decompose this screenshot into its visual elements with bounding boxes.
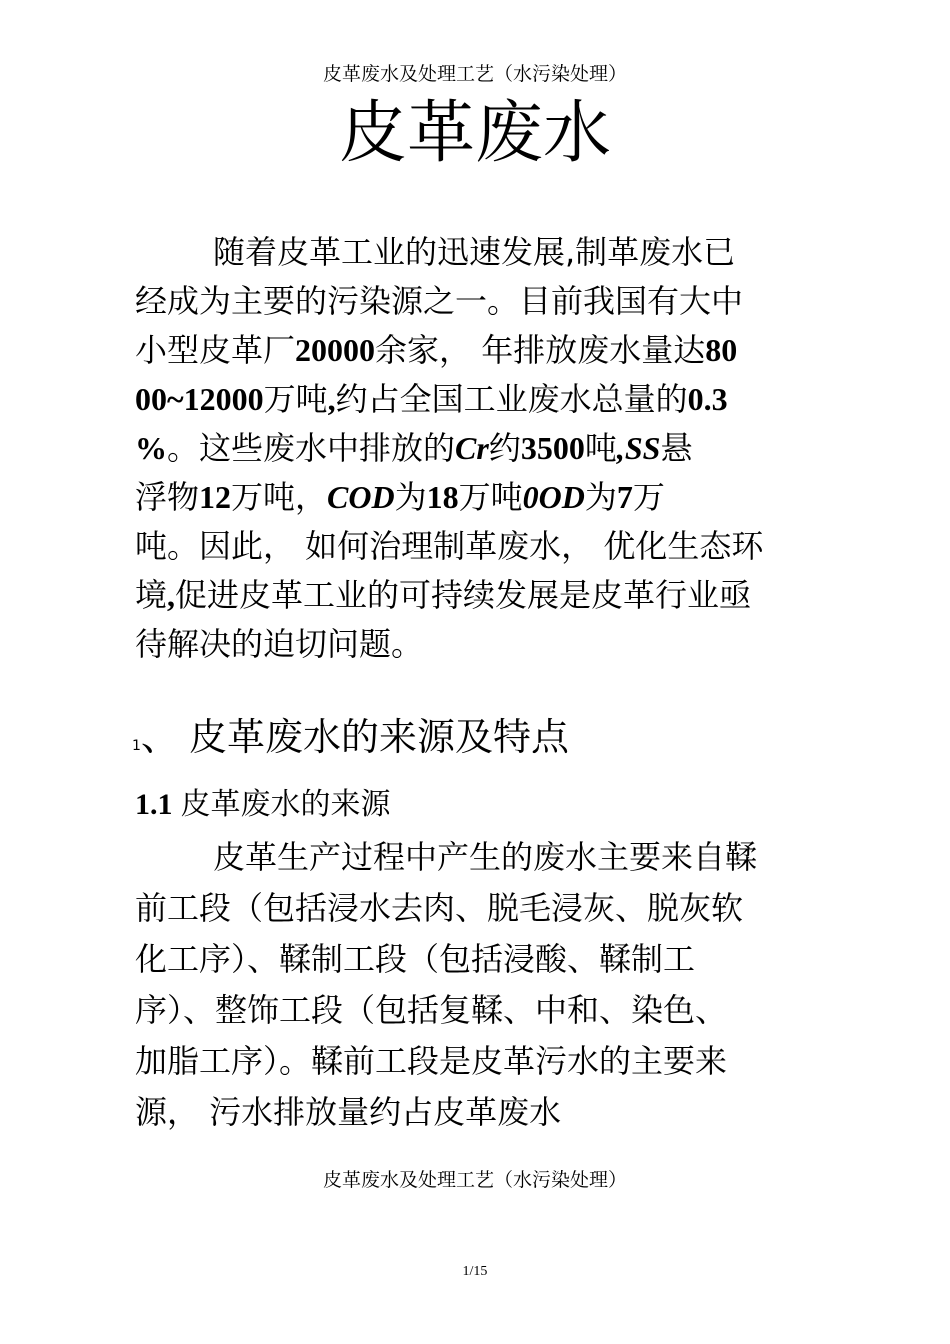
page-header: 皮革废水及处理工艺（水污染处理） — [322, 63, 627, 85]
intro-line-3: 小型皮革厂20000余家， 年排放废水量达80 — [135, 331, 738, 369]
sources-line-6: 源， 污水排放量约占皮革废水 — [135, 1093, 562, 1131]
sources-paragraph — [135, 832, 825, 1138]
intro-line-4: 00~12000万吨,约占全国工业废水总量的0.3 — [135, 380, 728, 418]
intro-line-7: 吨。因此， 如何治理制革废水， 优化生态环 — [135, 527, 764, 565]
section-1-separator: 、 — [140, 715, 179, 759]
intro-paragraph — [135, 228, 825, 669]
intro-line-5: %。这些废水中排放的Cr约3500吨,SS悬 — [135, 429, 693, 467]
section-1-heading — [132, 712, 569, 771]
page-footer: 皮革废水及处理工艺（水污染处理） — [322, 1169, 627, 1191]
section-1-1-title: 皮革废水的来源 — [180, 787, 391, 822]
intro-line-2: 经成为主要的污染源之一。目前我国有大中 — [135, 282, 744, 320]
document-title: 皮革废水 — [338, 94, 611, 173]
section-1-title: 皮革废水的来源及特点 — [188, 715, 569, 759]
page-number: 1/15 — [462, 1264, 488, 1279]
intro-line-1: 随着皮革工业的迅速发展,制革废水已 — [213, 233, 736, 271]
intro-line-8: 境,促进皮革工业的可持续发展是皮革行业亟 — [135, 576, 752, 614]
sources-line-3: 化工序）、鞣制工段（包括浸酸、鞣制工 — [135, 940, 696, 978]
section-1-number: 1 — [132, 738, 141, 754]
section-1-1-heading — [135, 782, 391, 828]
intro-line-9: 待解决的迫切问题。 — [135, 625, 424, 663]
section-1-1-number: 1.1 — [135, 788, 173, 821]
sources-line-5: 加脂工序）。鞣前工段是皮革污水的主要来 — [135, 1042, 728, 1080]
sources-line-1: 皮革生产过程中产生的废水主要来自鞣 — [213, 838, 758, 876]
sources-line-2: 前工段（包括浸水去肉、脱毛浸灰、脱灰软 — [135, 889, 744, 927]
intro-line-6: 浮物12万吨，COD为18万吨0OD为7万 — [135, 478, 665, 516]
sources-line-4: 序）、整饰工段（包括复鞣、中和、染色、 — [135, 991, 728, 1029]
